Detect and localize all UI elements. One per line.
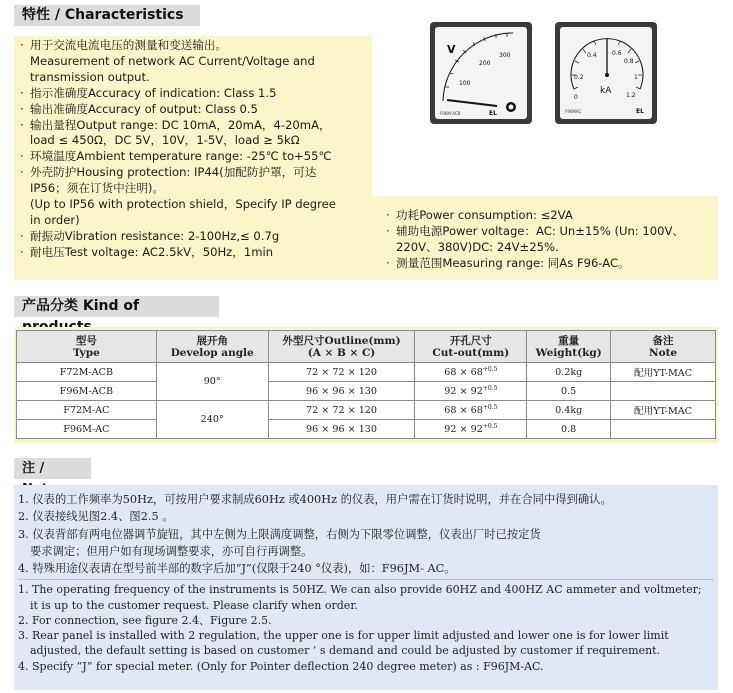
cell-note (611, 420, 716, 439)
cell-type: F72M-ACB (17, 363, 157, 382)
ammeter-scale-label: 0.6 (612, 50, 622, 57)
header-develop-angle: 展开角 Develop angle (156, 331, 268, 363)
note-line: it is up to the customer request. Please clarify when order. (30, 598, 358, 612)
ammeter-unit: kA (600, 86, 612, 96)
ammeter-scale-label: 1 (634, 74, 638, 81)
note-line: 要求调定；但用户如有现场调整要求，亦可自行再调整。 (30, 544, 313, 558)
ammeter-dial (560, 27, 652, 119)
ammeter-image (555, 22, 657, 124)
feature-item: · 环境温度Ambient temperature range: -25℃ to+55℃ (18, 149, 370, 165)
cell-outline: 96 × 96 × 130 (268, 382, 415, 401)
feature-item: 220V、380V)DC: 24V±25%. (396, 239, 559, 254)
header-weight: 重量 Weight(kg) (527, 331, 611, 363)
note-line: 3. 仪表背部有两电位器调节旋钮，其中左侧为上限满度调整，右侧为下限零位调整，仪表出厂时已按定货 (18, 527, 541, 541)
ammeter-model: F96MAC (565, 109, 582, 114)
cell-outline: 96 × 96 × 130 (268, 420, 415, 439)
note-line: 1. The operating frequency of the instruments is 50HZ. We can also provide 60HZ and 400HZ AC ammeter and voltmeter; (18, 583, 702, 597)
note-line: 4. 特殊用途仪表请在型号前半部的数字后加“J”(仅限于240 °仪表)，如：F96JM- AC。 (18, 562, 456, 576)
cell-weight: 0.2kg (527, 363, 611, 382)
feature-item: · 测量范围Measuring range: 同As F96-AC。 (384, 256, 718, 272)
feature-item: load ≤ 450Ω，DC 5V，10V，1-5V，load ≥ 5kΩ (30, 133, 300, 148)
feature-item: · 输出准确度Accuracy of output: Class 0.5 (18, 102, 370, 118)
ammeter-scale-label: 0.8 (624, 58, 634, 65)
products-table (16, 330, 716, 439)
header-note: 备注 Note (611, 331, 716, 363)
section-title-kind-of-products: 产品分类 Kind of (14, 296, 219, 317)
cell-angle: 90° (156, 363, 268, 401)
feature-list-left (18, 38, 370, 261)
feature-list-right (384, 208, 718, 272)
cell-outline: 72 × 72 × 120 (268, 401, 415, 420)
cell-note (611, 382, 716, 401)
voltmeter-unit: V (447, 43, 456, 56)
feature-item: transmission output. (30, 69, 150, 84)
products-table-panel (14, 327, 718, 443)
ammeter-scale-label: 1.2 (626, 92, 636, 99)
cell-weight: 0.4kg (527, 401, 611, 420)
voltmeter-scale-label: 300 (499, 52, 511, 59)
feature-item: · 耐电压Test voltage: AC2.5kV，50Hz，1min (18, 245, 370, 261)
ammeter-scale-label: 0.2 (574, 74, 584, 81)
feature-item: Measurement of network AC Current/Voltage and (30, 53, 315, 68)
note-line: 2. 仪表接线见图2.4、图2.5 。 (18, 510, 174, 524)
feature-item: IP56；须在订货中注明)。 (30, 181, 165, 196)
cell-type: F96M-AC (17, 420, 157, 439)
feature-item: in order) (30, 212, 80, 227)
cell-angle: 240° (156, 401, 268, 439)
cell-outline: 72 × 72 × 120 (268, 363, 415, 382)
cell-weight: 0.5 (527, 382, 611, 401)
note-line: 4. Specify “J” for special meter. (Only for Pointer deflection 240 degree meter) as : F96JM-AC. (18, 659, 544, 673)
cell-type: F96M-ACB (17, 382, 157, 401)
ammeter-brand: EL (636, 108, 644, 115)
table-row (17, 363, 716, 382)
feature-item: (Up to IP56 with protection shield，Specify IP degree (30, 197, 336, 212)
cell-cutout: $68 \times 68^{+0.5}$ (415, 363, 527, 382)
section-title-characteristics: 特性 / Characteristics (14, 5, 200, 26)
voltmeter-image (430, 22, 532, 124)
feature-item: · 用于交流电流电压的测量和变送输出。 (18, 38, 370, 54)
cell-cutout: $92 \times 92^{+0.5}$ (415, 382, 527, 401)
cell-weight: 0.8 (527, 420, 611, 439)
feature-item: · 辅助电源Power voltage：AC: Un±15% (Un: 100V、 (384, 224, 718, 240)
ammeter-scale-label: 0.4 (587, 52, 597, 59)
feature-item: · 指示准确度Accuracy of indication: Class 1.5 (18, 86, 370, 102)
cell-cutout: $92 \times 92^{+0.5}$ (415, 420, 527, 439)
feature-item: · 耐振动Vibration resistance: 2-100Hz,≤ 0.7g (18, 229, 370, 245)
cell-note: 配用YT-MAC (611, 363, 716, 382)
table-row (17, 401, 716, 420)
feature-item: · 功耗Power consumption: ≤2VA (384, 208, 718, 224)
feature-item: · 输出量程Output range: DC 10mA，20mA，4-20mA， (18, 118, 370, 134)
cell-note: 配用YT-MAC (611, 401, 716, 420)
voltmeter-model: F96M-ACB (440, 111, 461, 116)
table-row (17, 420, 716, 439)
note-line: 2. For connection, see figure 2.4、Figure 2.5. (18, 613, 272, 627)
header-cutout: 开孔尺寸 Cut-out(mm) (415, 331, 527, 363)
voltmeter-dial (435, 27, 527, 119)
note-line: 1. 仪表的工作频率为50Hz，可按用户要求制成60Hz 或400Hz 的仪表，用户需在订货时说明，并在合同中得到确认。 (18, 493, 612, 506)
ammeter-scale-label: 0 (574, 94, 578, 101)
note-line: 3. Rear panel is installed with 2 regulation, the upper one is for upper limit adjusted and lower one is for lower limit (18, 629, 669, 643)
section-title-note: 注 / (14, 458, 91, 479)
table-row (17, 382, 716, 401)
voltmeter-brand: EL (489, 110, 497, 117)
header-outline: 外型尺寸Outline(mm) (A × B × C) (268, 331, 415, 363)
note-line: adjusted, the default setting is based on customer ’ s demand and could be adjusted by customer if requirement. (30, 644, 661, 658)
header-type: 型号 Type (17, 331, 157, 363)
cell-cutout: $68 \times 68^{+0.5}$ (415, 401, 527, 420)
voltmeter-scale-label: 100 (459, 80, 471, 87)
cell-type: F72M-AC (17, 401, 157, 420)
feature-item: · 外壳防护Housing protection: IP44(加配防护罩，可达 (18, 165, 370, 181)
notes-panel (14, 485, 718, 690)
notes-divider (18, 579, 714, 580)
voltmeter-scale-label: 200 (479, 60, 491, 67)
table-header-row (17, 331, 716, 363)
